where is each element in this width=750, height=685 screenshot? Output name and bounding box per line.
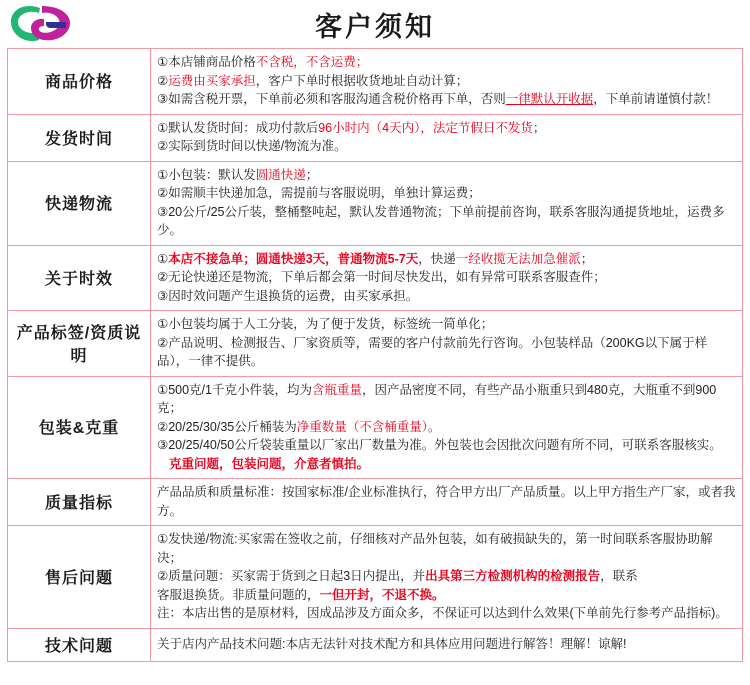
notice-row: [8, 479, 743, 526]
notice-row-content: [151, 114, 743, 161]
notice-row: [8, 526, 743, 629]
notice-line: [157, 268, 736, 287]
notice-row-content: [151, 311, 743, 377]
notice-row-label: 质量指标: [8, 479, 151, 526]
notice-text: 一经收揽无法加急催派: [455, 251, 581, 266]
notice-text: ②: [157, 73, 169, 88]
notice-text: ①发快递/物流:买家需在签收之前，仔细核对产品外包装，如有破损缺失的，第一时间联系客服协助解决；: [157, 532, 713, 565]
notice-row: [8, 311, 743, 377]
notice-text: 运费由买家承担: [168, 73, 256, 88]
notice-text: 出具第三方检测机构的检测报告: [425, 569, 601, 583]
notice-row-content: [151, 161, 743, 245]
notice-text: 含瓶重量: [312, 382, 363, 397]
notice-text: ②无论快递还是物流，下单后都会第一时间尽快发出，如有异常可联系客服查件；: [157, 270, 606, 284]
notice-line: [157, 137, 736, 156]
notice-text: ，下单前请谨慎付款！: [593, 92, 719, 106]
notice-row-content: [151, 376, 743, 479]
notice-text: ③因时效问题产生退换货的运费，由买家承担。: [157, 288, 419, 303]
notice-line: [157, 455, 736, 474]
notice-text: ，因产品密度不同，有些产品小瓶重只到480克，大瓶重不到900克；: [157, 382, 717, 415]
notice-text: 。: [428, 419, 441, 434]
notice-line: [157, 53, 736, 72]
notice-text: ①默认发货时间：成功付款后: [157, 120, 319, 135]
notice-text: 关于店内产品技术问题:本店无法针对技术配方和具体应用问题进行解答！理解！谅解!: [157, 636, 627, 651]
notice-row: [8, 114, 743, 161]
notice-row: [8, 161, 743, 245]
notice-text: ，客户下单时根据收货地址自动计算；: [255, 73, 469, 88]
notice-row-label: 发货时间: [8, 114, 151, 161]
notice-line: [157, 72, 736, 91]
notice-line: [157, 166, 736, 185]
notice-text: ①本店铺商品价格: [157, 55, 256, 69]
notice-text: 克重问题，包装问题，介意者慎拍。: [169, 456, 370, 471]
notice-row-label: 技术问题: [8, 628, 151, 661]
notice-row: [8, 376, 743, 479]
notice-row-content: [151, 628, 743, 661]
notice-line: [157, 287, 736, 306]
notice-line: [157, 567, 736, 586]
notice-text: 一但开封，不退不换。: [319, 587, 445, 602]
notice-row-label: 包装&克重: [8, 376, 151, 479]
notice-text: 产品品质和质量标准：按国家标准/企业标准执行，符合甲方出厂产品质量。以上甲方指生产厂家，或者我方。: [157, 485, 736, 518]
notice-text: ①500克/1千克小件装，均为: [157, 382, 312, 397]
notice-row-label: 商品价格: [8, 49, 151, 115]
notice-row: [8, 245, 743, 311]
company-logo: [6, 2, 78, 46]
notice-text: 注：本店出售的是原材料，因成品涉及方面众多，不保证可以达到什么效果(下单前先行参考产品指标)。: [157, 606, 728, 620]
notice-line: [157, 90, 736, 109]
notice-row-content: [151, 479, 743, 526]
notice-text: ①小包装：默认发: [157, 167, 256, 182]
notice-line: [157, 203, 736, 240]
notice-row-label: 关于时效: [8, 245, 151, 311]
notice-text: 96小时内（4天内），法定节假日不发货: [318, 120, 533, 135]
notice-line: [157, 530, 736, 567]
notice-line: [157, 604, 736, 623]
notice-text: ①: [157, 251, 169, 266]
notice-text: ③20/25/40/50公斤袋装重量以厂家出厂数量为准。外包装也会因批次问题有所不同，可联系客服核实。: [157, 438, 722, 452]
notice-text: 客服退换货。非质量问题的，: [157, 587, 320, 602]
notice-text: ，快递: [418, 251, 456, 266]
notice-text: ；: [580, 251, 594, 266]
notice-text: ；: [532, 120, 546, 135]
notice-text: ②如需顺丰快递加急，需提前与客服说明，单独计算运费；: [157, 186, 481, 200]
page-title: 客户须知: [315, 11, 435, 43]
notice-line: [157, 119, 736, 138]
notice-text: ②产品说明、检测报告、厂家资质等，需要的客户付款前先行咨询。小包装样品（200KG以下属于样品），一律不提供。: [157, 335, 708, 368]
notice-row-content: [151, 526, 743, 629]
notice-table-body: [8, 49, 743, 662]
notice-row-label: 售后问题: [8, 526, 151, 629]
notice-text: 圆通快递: [255, 167, 306, 182]
notice-text: 不含税，不含运费；: [255, 55, 369, 69]
notice-line: [157, 184, 736, 203]
notice-text: 净重数量（不含桶重量）: [296, 419, 429, 434]
notice-text: ②实际到货时间以快递/物流为准。: [157, 139, 347, 153]
notice-line: [157, 635, 736, 654]
notice-text: ②20/25/30/35公斤桶装为: [157, 419, 297, 434]
notice-text: 本店不接急单；圆通快递3天，普通物流5-7天: [168, 251, 419, 266]
notice-line: [157, 250, 736, 269]
notice-text: ②质量问题：买家需于货到之日起3日内提出，并: [157, 569, 426, 583]
notice-row: [8, 49, 743, 115]
notice-text: ；: [305, 167, 319, 182]
notice-text: ，联系: [600, 569, 638, 583]
notice-line: [157, 381, 736, 418]
notice-line: [157, 418, 736, 437]
notice-row: [8, 628, 743, 661]
notice-line: [157, 315, 736, 334]
notice-row-content: [151, 245, 743, 311]
notice-line: [157, 483, 736, 520]
page-header: [0, 0, 750, 48]
notice-table: [7, 48, 743, 662]
notice-row-label: 快递物流: [8, 161, 151, 245]
notice-line: [157, 586, 736, 605]
notice-text: ③20公斤/25公斤装，整桶整吨起，默认发普通物流；下单前提前咨询，联系客服沟通提货地址，运费多少。: [157, 204, 725, 237]
notice-text: ③如需含税开票，下单前必须和客服沟通含税价格再下单，否则: [157, 92, 506, 106]
notice-line: [157, 334, 736, 371]
notice-text: 一律默认开收据: [505, 92, 594, 106]
notice-row-content: [151, 49, 743, 115]
notice-text: ①小包装均属于人工分装，为了便于发货，标签统一简单化；: [157, 317, 494, 331]
notice-row-label: 产品标签/资质说明: [8, 311, 151, 377]
notice-line: [157, 436, 736, 455]
